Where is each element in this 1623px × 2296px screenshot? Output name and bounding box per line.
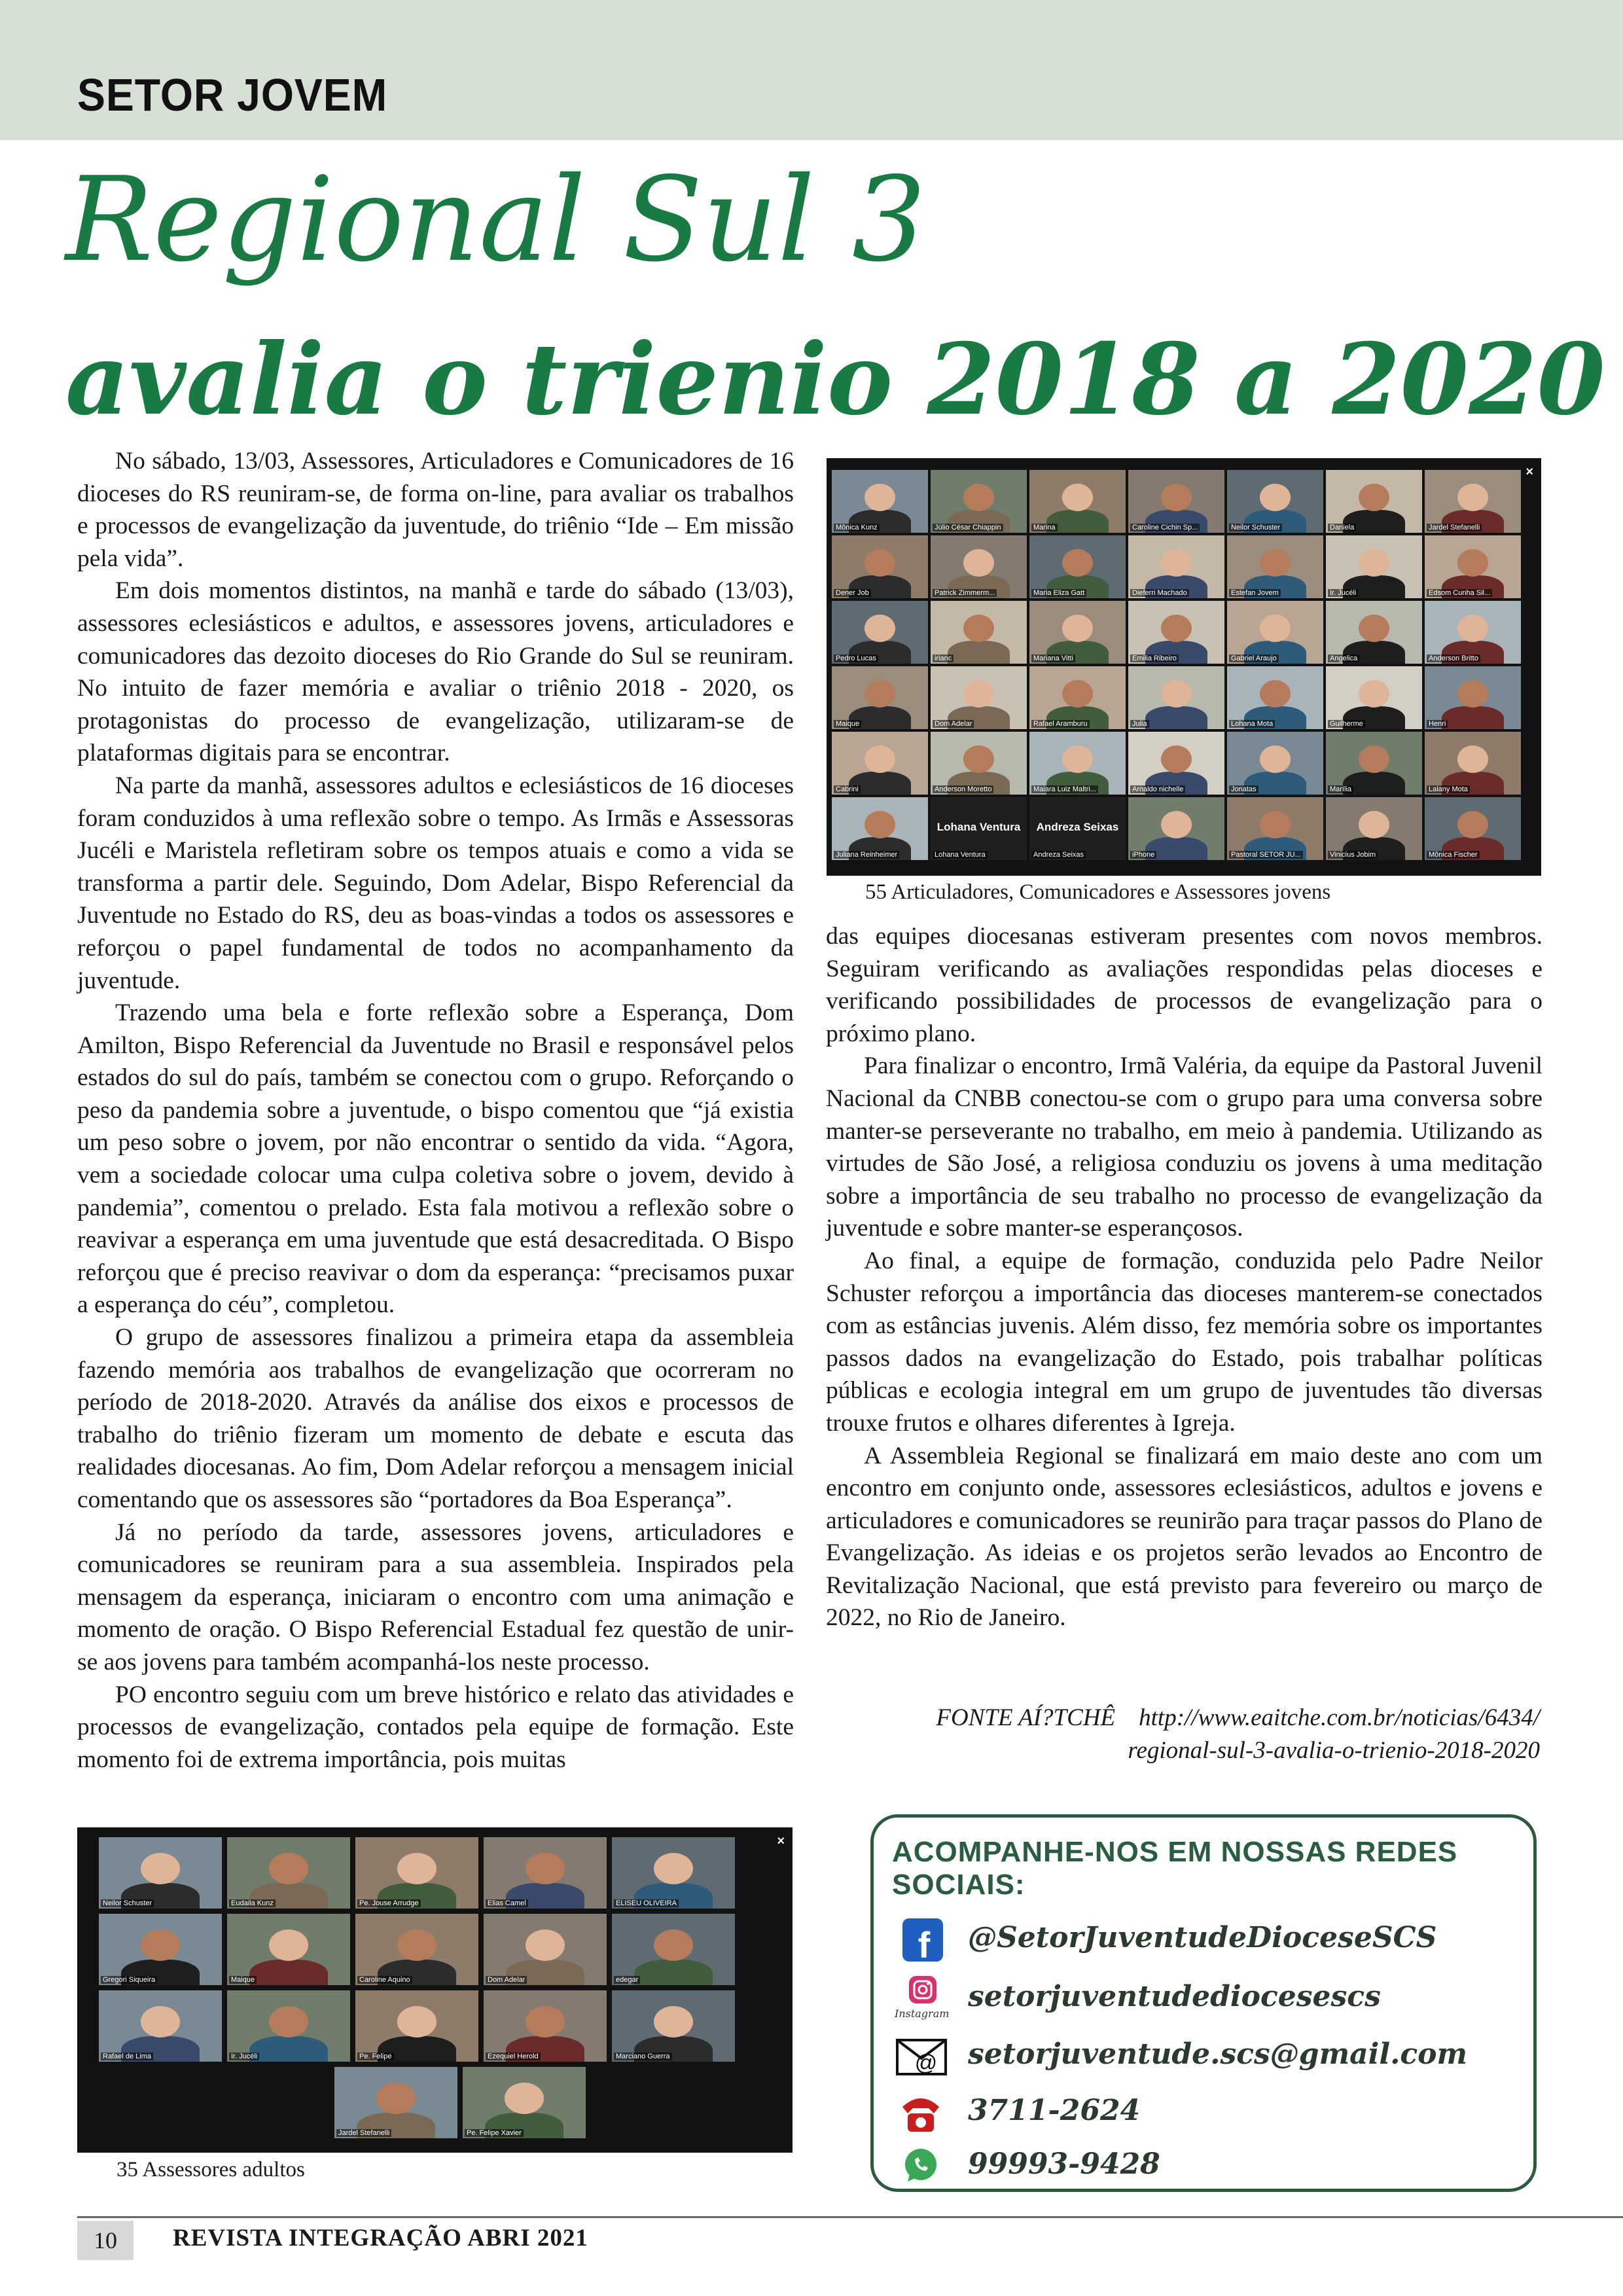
participant-face: [1260, 615, 1291, 642]
participant-face: [1260, 680, 1291, 708]
paragraph: No sábado, 13/03, Assessores, Articuladores e Comunicadores de 16 dioceses do RS reuniram-se, de forma on-line, para avaliar os trabalhos e processos de evangelização da juventude, do triênio “Ide – Em missão pela vida”.: [77, 448, 794, 572]
social-text: 3711-2624: [968, 2094, 1141, 2127]
participant-face: [376, 2083, 416, 2114]
video-tile: [612, 1990, 735, 2062]
participant-name: Pe. Felipe Xavier: [465, 2129, 524, 2137]
participant-name: Júlio César Chiappin: [933, 524, 1003, 531]
participant-name: Julia: [1130, 720, 1149, 728]
participant-face: [1161, 615, 1192, 642]
participant-body: [634, 1960, 713, 1985]
video-tile: [1425, 732, 1521, 795]
participant-face: [865, 680, 895, 708]
video-tile: [1326, 797, 1422, 860]
participant-name: Lohana Mota: [1229, 720, 1275, 728]
video-tile: [227, 1990, 350, 2062]
participant-body: [948, 641, 1009, 664]
svg-text:f: f: [918, 1924, 931, 1965]
video-tile: [1029, 732, 1126, 795]
participant-name: Mariana Vitti: [1031, 655, 1075, 662]
title-line-1: Regional Sul 3: [65, 152, 927, 287]
participant-face: [654, 2006, 693, 2037]
participant-name: Pe. Felipe: [357, 2053, 394, 2060]
participant-name: Mônica Fischer: [1427, 851, 1480, 859]
participant-name: Edsom Cunha Sil...: [1427, 589, 1492, 597]
paragraph: Já no período da tarde, assessores jovens, articuladores e comunicadores se reuniram para a sua assembleia. Inspirados pela mensagem da esperança, iniciaram o encontro com uma animação e momento de oração. O Bispo Referencial Estadual fez questão de unir-se aos jovens para também acompanhá-los neste processo.: [77, 1518, 794, 1676]
participant-name: Emilia Ribeiro: [1130, 655, 1179, 662]
source-url-line-2[interactable]: regional-sul-3-avalia-o-trienio-2018-2020: [1128, 1737, 1540, 1764]
video-tile: [1425, 601, 1521, 664]
paragraph: das equipes diocesanas estiveram presentes com novos membros. Seguiram verificando as avaliações respondidas pelas dioceses e verificando possibilidades de processos de evangelização para o próximo plano.: [826, 923, 1543, 1047]
participant-face: [1359, 745, 1389, 773]
participant-name: Caroline Aquino: [357, 1976, 412, 1984]
participant-face: [865, 745, 895, 773]
video-tile: [1326, 732, 1422, 795]
video-tile: [1029, 535, 1126, 598]
participant-face: [1359, 484, 1389, 511]
video-tile: [832, 666, 928, 729]
video-tile: [484, 1990, 607, 2062]
participant-name: Jonatas: [1229, 785, 1258, 793]
video-tile: [1029, 601, 1126, 664]
video-tile: [1128, 732, 1224, 795]
video-tile: [484, 1914, 607, 1985]
participant-face: [654, 1853, 693, 1884]
publication-name: REVISTA INTEGRAÇÃO ABRI 2021: [173, 2225, 588, 2251]
video-tile: [1227, 797, 1323, 860]
participant-face: [1260, 484, 1291, 511]
video-tile: [832, 732, 928, 795]
social-text: 99993-9428: [968, 2147, 1160, 2181]
participant-face: [1161, 680, 1192, 708]
participant-name: Rafael de Lima: [101, 2053, 153, 2060]
participant-name: Pe. Jouse Arrudge: [357, 1899, 421, 1907]
video-tile: [1326, 535, 1422, 598]
participant-name: Henri: [1427, 720, 1448, 728]
video-tile: [227, 1837, 350, 1909]
participant-body: [1442, 706, 1503, 729]
participant-face: [1359, 680, 1389, 708]
participant-name: Marciano Guerra: [614, 2053, 672, 2060]
participant-name: Angelica: [1328, 655, 1359, 662]
participant-name: Gregori Siqueira: [101, 1976, 157, 1984]
participant-face: [1260, 811, 1291, 838]
participant-name: Ir. Jucéli: [229, 2053, 259, 2060]
participant-face: [397, 2006, 437, 2037]
video-tile: [1227, 666, 1323, 729]
video-tile: [1425, 797, 1521, 860]
social-row-instagram[interactable]: [893, 1973, 1522, 2024]
participant-name: Jardel Stefanelli: [336, 2129, 391, 2137]
participant-face: [1457, 745, 1488, 773]
video-tile: [1425, 470, 1521, 533]
paragraph: Em dois momentos distintos, na manhã e tarde do sábado (13/03), assessores eclesiásticos e adultos, e assessores jovens, articuladores e comunicadores das dezoito dioceses do Rio Grande do Sul se reuniram. No intuito de fazer memória e avaliar o triênio 2018 - 2020, os protagonistas do processo de evangelização, utilizaram-se de plataformas digitais para se encontrar.: [77, 577, 794, 767]
video-tile: [931, 666, 1027, 729]
instagram-label: Instagram: [895, 2007, 950, 2020]
social-row-whatsapp[interactable]: [893, 2141, 1522, 2192]
whatsapp-icon: [893, 2141, 948, 2192]
social-row-facebook[interactable]: [893, 1914, 1522, 1965]
right-column: [826, 920, 1543, 1634]
social-text: setorjuventude.scs@gmail.com: [968, 2037, 1468, 2071]
paragraph: Trazendo uma bela e forte reflexão sobre a Esperança, Dom Amilton, Bispo Referencial da Juventude no Brasil e responsável pelos estados do sul do país, também se conectou com o grupo. Reforçando o peso da pandemia sobre a juventude, o bispo comentou que “já existia um peso sobre o jovem, por não encontrar o sentido da vida. “Agora, vem a sociedade colocar uma culpa coletiva sobre o jovem, devido à pandemia”, comentou o prelado. Esta fala motivou a reflexão sobre o reavivar a esperança em uma juventude que está desacreditada. O Bispo reforçou que é preciso reavivar o dom da esperança: “precisamos puxar a esperança do céu”, completou.: [77, 999, 794, 1319]
participant-face: [269, 1929, 308, 1961]
participant-face: [1457, 811, 1488, 838]
participant-face: [397, 1853, 437, 1884]
participant-name: Maique: [834, 720, 861, 728]
video-tile: [1029, 470, 1126, 533]
participant-name: Dom Adelar: [486, 1976, 527, 1984]
paragraph: O grupo de assessores finalizou a primeira etapa da assembleia fazendo memória aos trabalhos de evangelização que ocorreram no período de 2018-2020. Através da análise dos eixos e processos de trabalho do triênio fizeram um momento de debate e escuta das realidades diocesanas. Ao fim, Dom Adelar reforçou a mensagem inicial comentando que os assessores são “portadores da Boa Esperança”.: [77, 1324, 794, 1513]
participant-name: Daniela: [1328, 524, 1356, 531]
participant-face: [526, 1853, 565, 1884]
video-tile: [355, 1914, 478, 1985]
participant-body: [1145, 706, 1207, 729]
left-column: [77, 445, 794, 1776]
video-tile: [1128, 797, 1224, 860]
participant-name: Pedro Lucas: [834, 655, 878, 662]
source-credit: [936, 1702, 1540, 1767]
video-tile: [484, 1837, 607, 1909]
participant-face: [397, 1929, 437, 1961]
participant-name: Dieferri Machado: [1130, 589, 1189, 597]
video-tile: [1425, 666, 1521, 729]
participant-face: [1457, 615, 1488, 642]
video-tile: [1227, 601, 1323, 664]
video-tile: [931, 797, 1027, 860]
participant-face: [141, 1929, 180, 1961]
video-tile: [612, 1914, 735, 1985]
participant-face: [1359, 549, 1389, 577]
paragraph: A Assembleia Regional se finalizará em maio deste ano com um encontro em conjunto onde, assessores eclesiásticos, adultos e jovens e articuladores e comunicadores se reunirão para traçar passos do Plano de Evangelização. As ideias e os projetos serão levados ao Encontro de Revitalização Nacional, que está previsto para fevereiro ou março de 2022, no Rio de Janeiro.: [826, 1442, 1543, 1632]
participant-face: [654, 1929, 693, 1961]
participant-name: Neilor Schuster: [101, 1899, 154, 1907]
zoom-meeting-photo-youth: [827, 458, 1541, 876]
participant-face: [1062, 615, 1093, 642]
video-tile: [99, 1990, 222, 2062]
video-tile: [931, 732, 1027, 795]
video-tile: [1128, 535, 1224, 598]
video-tile: [1128, 470, 1224, 533]
video-tile: [612, 1837, 735, 1909]
participant-face: [526, 2006, 565, 2037]
participant-face: [1457, 680, 1488, 708]
participant-face: [1161, 484, 1192, 511]
source-label: FONTE AÍ?TCHÊ: [936, 1704, 1116, 1731]
participant-face: [269, 2006, 308, 2037]
email-icon: [893, 2031, 948, 2082]
participant-body: [249, 2036, 328, 2062]
video-tile: [931, 601, 1027, 664]
participant-face: [865, 484, 895, 511]
paragraph: Ao final, a equipe de formação, conduzida pelo Padre Neilor Schuster reforçou a importância das dioceses manterem-se conectados com as estâncias juvenis. Além disso, fez memória sobre os importantes passos dados na evangelização do Estado, pois trabalhar políticas públicas e ecologia integral em um grupo de juventudes tão diversas trouxe frutos e olhares diferentes à Igreja.: [826, 1247, 1543, 1437]
video-tile: [832, 797, 928, 860]
video-tile: [1227, 535, 1323, 598]
video-tile: [931, 470, 1027, 533]
video-tile: [832, 601, 928, 664]
video-tile: [931, 535, 1027, 598]
photo-caption-youth: 55 Articuladores, Comunicadores e Assessores jovens: [865, 880, 1331, 904]
participant-name: Vinicius Jobim: [1328, 851, 1378, 859]
participant-face: [865, 549, 895, 577]
participant-name: Ir. Jucéli: [1328, 589, 1358, 597]
participant-name: Arnaldo nichelle: [1130, 785, 1185, 793]
zoom-meeting-photo-adults: [77, 1827, 793, 2153]
participant-face: [963, 680, 994, 708]
svg-text:@: @: [914, 2051, 938, 2075]
participant-face: [141, 2006, 180, 2037]
participant-name: Maique: [229, 1976, 257, 1984]
participant-face: [1062, 745, 1093, 773]
social-heading: ACOMPANHE-NOS EM NOSSAS REDES SOCIAIS:: [892, 1836, 1458, 1901]
participant-face: [1161, 811, 1192, 838]
participant-name: Rafael Aramburu: [1031, 720, 1090, 728]
social-row-phone[interactable]: [893, 2087, 1522, 2138]
video-tile: [1029, 797, 1126, 860]
video-tile: [99, 1837, 222, 1909]
participant-face: [269, 1853, 308, 1884]
video-tile: [1227, 470, 1323, 533]
participant-name: Ezequiel Herold: [486, 2053, 541, 2060]
participant-name: Anderson Moretto: [933, 785, 993, 793]
video-tile: [1326, 666, 1422, 729]
video-tile: [832, 535, 928, 598]
social-text: setorjuventudediocesescs: [968, 1980, 1381, 2013]
participant-face: [1062, 549, 1093, 577]
participant-face: [1260, 549, 1291, 577]
video-tile: [1029, 666, 1126, 729]
source-url-line-1[interactable]: http://www.eaitche.com.br/noticias/6434/: [1139, 1704, 1540, 1731]
participant-name: irianc: [933, 655, 954, 662]
video-tile: [1326, 601, 1422, 664]
participant-face: [1062, 484, 1093, 511]
video-tile: [355, 1837, 478, 1909]
section-label: SETOR JOVEM: [77, 69, 388, 120]
telephone-icon: [893, 2087, 948, 2138]
participant-name: Marília: [1328, 785, 1353, 793]
participant-face: [963, 745, 994, 773]
participant-face: [1062, 680, 1093, 708]
page-number: 10: [77, 2221, 134, 2260]
participant-face: [865, 811, 895, 838]
video-tile: [1425, 535, 1521, 598]
close-icon: ×: [777, 1834, 785, 1848]
title-line-2: avalia o trienio 2018 a 2020: [65, 322, 1605, 437]
video-tile: [1326, 470, 1422, 533]
paragraph: PO encontro seguiu com um breve histórico e relato das atividades e processos de evangelização, contados pela equipe de formação. Este momento foi de extrema importância, pois muitas: [77, 1681, 794, 1773]
participant-name: Patrick Zimmerm...: [933, 589, 997, 597]
participant-face: [1260, 745, 1291, 773]
participant-name: Jardel Stefanelli: [1427, 524, 1482, 531]
participant-name: Guilherme: [1328, 720, 1365, 728]
participant-face: [1161, 745, 1192, 773]
participant-face: [963, 549, 994, 577]
participant-name: Lohana Ventura: [933, 851, 988, 859]
participant-name: iPhone: [1130, 851, 1156, 859]
paragraph: Para finalizar o encontro, Irmã Valéria, da equipe da Pastoral Juvenil Nacional da CNBB conectou-se com o grupo para uma conversa sobre manter-se perseverante no trabalho, em meio à pandemia. Utilizando as virtudes de São José, a religiosa conduziu os jovens à uma meditação sobre a importância de seu trabalho no processo de evangelização da juventude e sobre manter-se esperançosos.: [826, 1052, 1543, 1242]
participant-face: [1359, 811, 1389, 838]
participant-face: [963, 615, 994, 642]
video-tile: [1128, 601, 1224, 664]
video-tile: [334, 2067, 457, 2138]
participant-name: Lalany Mota: [1427, 785, 1470, 793]
participant-name: Marina: [1031, 524, 1058, 531]
participant-face: [505, 2083, 544, 2114]
participant-name: Maria Eliza Gatt: [1031, 589, 1086, 597]
participant-name: Eudaila Kunz: [229, 1899, 276, 1907]
facebook-icon: [893, 1914, 948, 1965]
paragraph: Na parte da manhã, assessores adultos e eclesiásticos de 16 dioceses foram conduzidos à uma reflexão sobre o tempo. As Irmãs e Assessoras Jucéli e Maristela refletiram sobre os tempos atuais e como a vida se transforma a partir dele. Seguindo, Dom Adelar, Bispo Referencial da Juventude no Estado do RS, deu as boas-vindas a todos os assessores e reforçou o papel fundamental de todos no acompanhamento da juventude.: [77, 772, 794, 994]
participant-name: ELISEU OLIVEIRA: [614, 1899, 679, 1907]
video-tile: [463, 2067, 586, 2138]
participant-face: [141, 1853, 180, 1884]
participant-name: Estefan Jovem: [1229, 589, 1281, 597]
participant-name-large: Andreza Seixas: [1036, 821, 1119, 834]
participant-name: Cabrini: [834, 785, 861, 793]
close-icon: ×: [1525, 465, 1533, 479]
participant-face: [1457, 484, 1488, 511]
video-tile: [1227, 732, 1323, 795]
participant-name: Dom Adelar: [933, 720, 974, 728]
participant-face: [865, 615, 895, 642]
video-tile: [227, 1914, 350, 1985]
footer-rule: [77, 2216, 1623, 2218]
participant-name: Andreza Seixas: [1031, 851, 1086, 859]
participant-face: [526, 1929, 565, 1961]
participant-name: edegar: [614, 1976, 640, 1984]
video-tile: [99, 1914, 222, 1985]
participant-name: Dener Job: [834, 589, 871, 597]
participant-name: Elias Camel: [486, 1899, 528, 1907]
participant-name: Neilor Schuster: [1229, 524, 1282, 531]
video-tile: [355, 1990, 478, 2062]
participant-name: Pastoral SETOR JU...: [1229, 851, 1303, 859]
photo-caption-adults: 35 Assessores adultos: [116, 2158, 305, 2181]
participant-name: Maiara Luiz Maltri...: [1031, 785, 1098, 793]
participant-body: [249, 1960, 328, 1985]
participant-face: [1359, 615, 1389, 642]
participant-name: Anderson Britto: [1427, 655, 1480, 662]
participant-name: Juliana Reinheimer: [834, 851, 899, 859]
participant-face: [963, 484, 994, 511]
video-tile: [1128, 666, 1224, 729]
participant-name: Gabriel Araujo: [1229, 655, 1279, 662]
participant-face: [1457, 549, 1488, 577]
participant-name: Mônica Kunz: [834, 524, 880, 531]
participant-face: [1161, 549, 1192, 577]
participant-name: Caroline Cichin Sp...: [1130, 524, 1200, 531]
social-text: @SetorJuventudeDioceseSCS: [968, 1921, 1437, 1954]
social-media-box: [870, 1814, 1537, 2192]
participant-name-large: Lohana Ventura: [936, 821, 1021, 834]
video-tile: [832, 470, 928, 533]
social-row-email[interactable]: [893, 2031, 1522, 2082]
